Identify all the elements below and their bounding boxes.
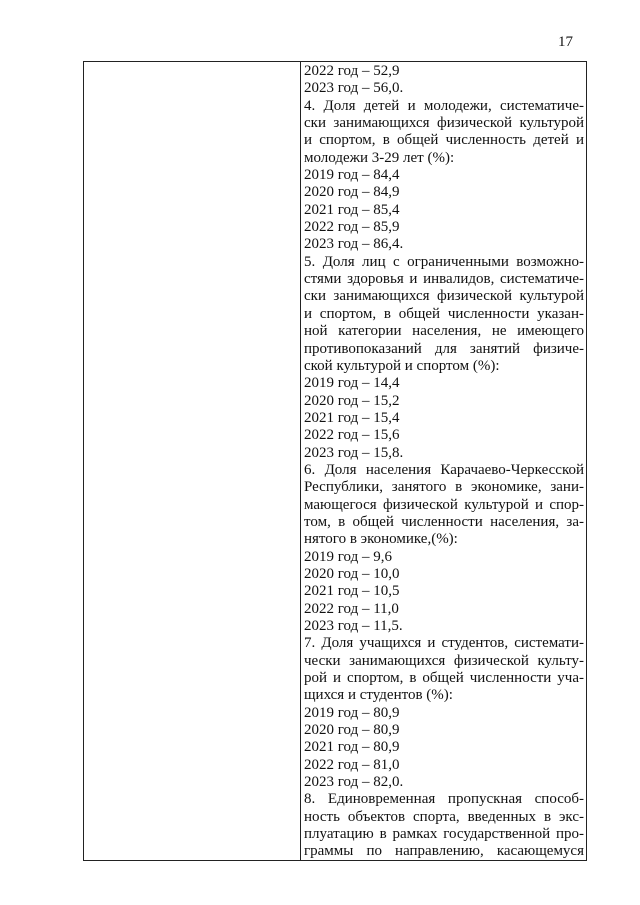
text-line: нятого в экономике,(%): (304, 531, 458, 548)
text-line: рой и спортом, в общей численности уча- (304, 670, 584, 687)
text-line: 2020 год – 80,9 (304, 722, 400, 739)
text-line: Республики, занятого в экономике, зани- (304, 479, 584, 496)
text-line: плуатацию в рамках государственной про- (304, 826, 584, 843)
column-divider (300, 62, 301, 860)
text-line: ски занимающихся физической культурой (304, 115, 584, 132)
text-line: ность объектов спорта, введенных в экс- (304, 808, 584, 825)
text-line: 2023 год – 56,0. (304, 80, 404, 97)
text-line: 2023 год – 82,0. (304, 774, 404, 791)
text-line: 2020 год – 84,9 (304, 184, 400, 201)
text-line: мающегося физической культурой и спор- (304, 496, 584, 513)
text-line: ски занимающихся физической культурой (304, 288, 584, 305)
text-line: 2023 год – 15,8. (304, 444, 404, 461)
text-line: 2022 год – 81,0 (304, 756, 400, 773)
text-line: щихся и студентов (%): (304, 687, 453, 704)
text-line: 2022 год – 85,9 (304, 219, 400, 236)
text-line: 2022 год – 15,6 (304, 427, 400, 444)
indicators-cell (304, 63, 584, 861)
text-line: 2019 год – 14,4 (304, 375, 400, 392)
text-line: 8. Единовременная пропускная способ- (304, 791, 584, 808)
text-line: и спортом, в общей численности указан- (304, 305, 584, 322)
text-line: молодежи 3-29 лет (%): (304, 149, 455, 166)
text-line: 2023 год – 86,4. (304, 236, 404, 253)
text-line: 2022 год – 52,9 (304, 63, 400, 79)
text-line: стями здоровья и инвалидов, систематиче- (304, 271, 584, 288)
text-line: 2020 год – 15,2 (304, 392, 400, 409)
text-line: 2021 год – 15,4 (304, 409, 400, 426)
text-line: граммы по направлению, касающемуся (304, 843, 584, 860)
indicators-table (83, 61, 587, 861)
text-line: 2023 год – 11,5. (304, 618, 403, 634)
text-line: 2019 год – 9,6 (304, 548, 392, 565)
text-line: 7. Доля учащихся и студентов, системати- (304, 635, 584, 652)
text-line: 2019 год – 84,4 (304, 167, 400, 184)
text-line: 2020 год – 10,0 (304, 565, 400, 582)
text-line: том, в общей численности населения, за- (304, 513, 584, 530)
page-number: 17 (558, 34, 573, 50)
text-line: 2022 год – 11,0 (304, 600, 399, 617)
text-line: противопоказаний для занятий физиче- (304, 340, 584, 357)
text-line: ской культурой и спортом (%): (304, 357, 500, 374)
text-line: 2019 год – 80,9 (304, 704, 400, 721)
text-line: 6. Доля населения Карачаево-Черкесской (304, 461, 584, 478)
text-line: 4. Доля детей и молодежи, систематиче- (304, 97, 584, 114)
text-line: ной категории населения, не имеющего (304, 323, 584, 340)
text-line: 5. Доля лиц с ограниченными возможно- (304, 253, 584, 270)
text-line: 2021 год – 10,5 (304, 583, 400, 600)
text-line: чески занимающихся физической культу- (304, 652, 584, 669)
text-line: 2021 год – 85,4 (304, 201, 400, 218)
text-line: 2021 год – 80,9 (304, 739, 400, 756)
text-line: и спортом, в общей численность детей и (304, 132, 584, 149)
